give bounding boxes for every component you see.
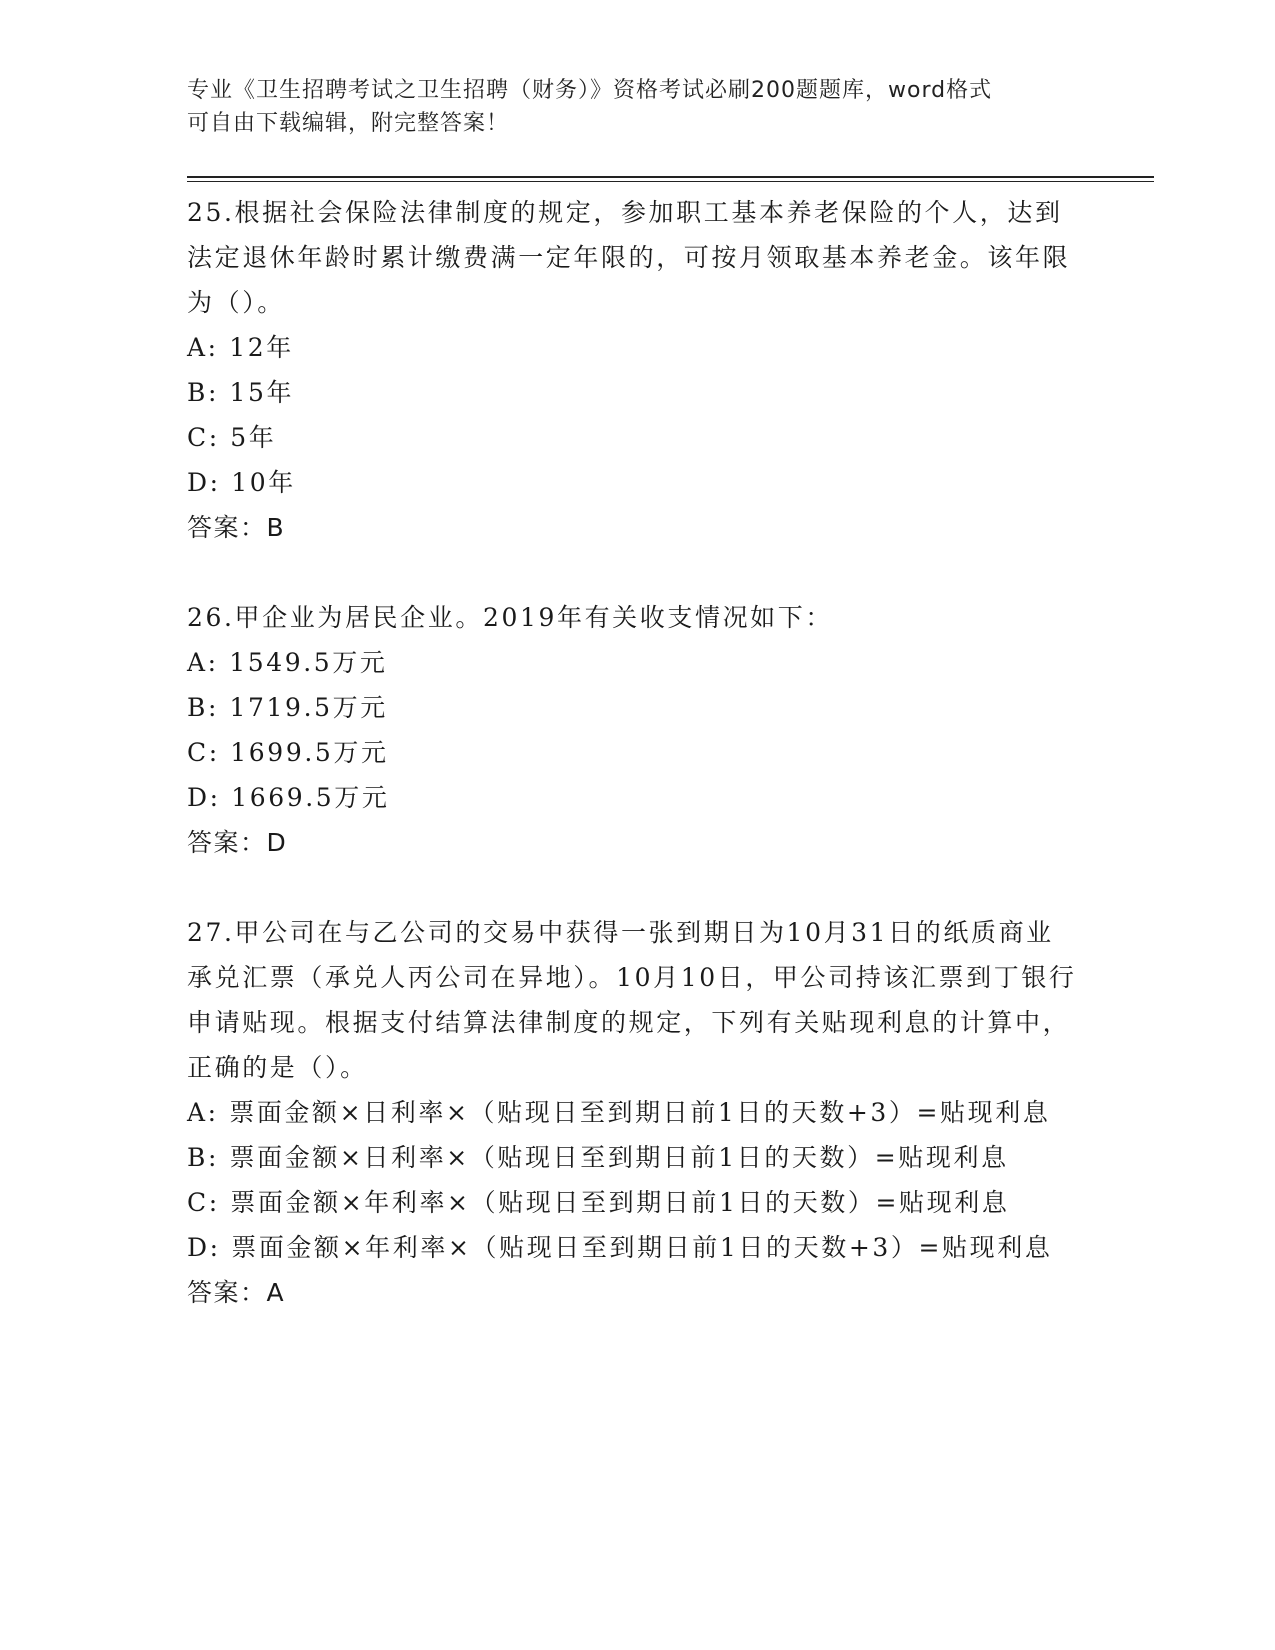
question-stem: 26.甲企业为居民企业。2019年有关收支情况如下：	[187, 603, 833, 632]
option-b: B: 1719.5万元	[187, 693, 388, 722]
header-line-2: 可自由下载编辑，附完整答案！	[187, 111, 510, 136]
header-line-1: 专业《卫生招聘考试之卫生招聘（财务）》资格考试必刷200题题库，word格式	[187, 78, 993, 103]
option-c: C: 5年	[187, 423, 277, 452]
option-a: A: 票面金额×日利率×（贴现日至到期日前1日的天数+3）=贴现利息	[187, 1098, 1051, 1127]
option-d: D: 1669.5万元	[187, 783, 390, 812]
option-b: B: 15年	[187, 378, 295, 407]
question-stem: 27.甲公司在与乙公司的交易中获得一张到期日为10月31日的纸质商业承兑汇票（承兑人丙公司在异地）。10月10日，甲公司持该汇票到丁银行申请贴现。根据支付结算法律制度的规定，下列有关贴现利息的计算中，正确的是（）。	[187, 918, 1077, 1082]
question-stem: 25.根据社会保险法律制度的规定，参加职工基本养老保险的个人，达到法定退休年龄时累计缴费满一定年限的，可按月领取基本养老金。该年限为（）。	[187, 198, 1071, 317]
answer-label: 答案：A	[187, 1278, 286, 1307]
question-26	[187, 595, 1077, 865]
option-a: A: 12年	[187, 333, 294, 362]
document-header	[187, 74, 1087, 140]
option-d: D: 票面金额×年利率×（贴现日至到期日前1日的天数+3）=贴现利息	[187, 1233, 1053, 1262]
option-c: C: 票面金额×年利率×（贴现日至到期日前1日的天数）=贴现利息	[187, 1188, 1010, 1217]
option-a: A: 1549.5万元	[187, 648, 388, 677]
option-b: B: 票面金额×日利率×（贴现日至到期日前1日的天数）=贴现利息	[187, 1143, 1009, 1172]
header-divider-thin	[187, 181, 1154, 182]
answer-label: 答案：D	[187, 828, 288, 857]
answer-label: 答案：B	[187, 513, 286, 542]
question-27	[187, 910, 1077, 1315]
header-divider-thick	[187, 176, 1154, 178]
question-25	[187, 190, 1077, 550]
question-list	[187, 190, 1077, 1315]
option-d: D: 10年	[187, 468, 296, 497]
option-c: C: 1699.5万元	[187, 738, 389, 767]
